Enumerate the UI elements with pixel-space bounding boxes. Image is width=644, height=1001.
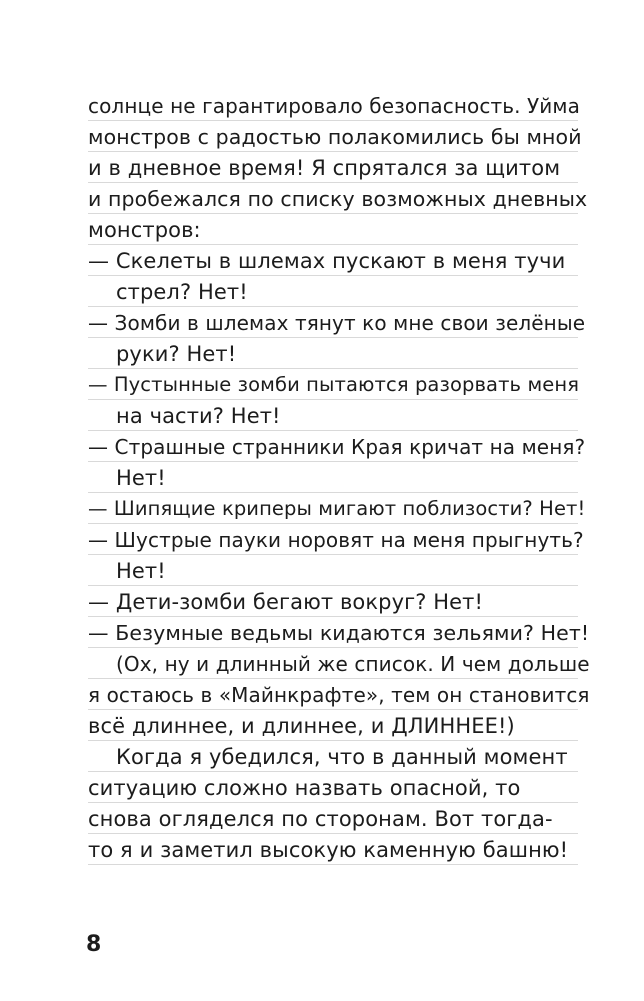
ruled-line <box>88 368 578 369</box>
ruled-line <box>88 120 578 121</box>
ruled-line <box>88 182 578 183</box>
paragraph-line: ситуацию сложно назвать опасной, то <box>88 776 521 800</box>
ruled-line <box>88 306 578 307</box>
ruled-line <box>88 616 578 617</box>
list-item: — Зомби в шлемах тянут ко мне свои зелёные <box>88 311 586 335</box>
ruled-line <box>88 151 578 152</box>
list-item: — Пустынные зомби пытаются разорвать меня <box>88 373 580 396</box>
ruled-line <box>88 244 578 245</box>
ruled-line <box>88 461 578 462</box>
ruled-line <box>88 275 578 276</box>
paragraph-line: я остаюсь в «Майнкрафте», тем он становится <box>88 683 590 707</box>
ruled-line <box>88 771 578 772</box>
paragraph-line: Когда я убедился, что в данный момент <box>116 745 568 769</box>
ruled-line <box>88 430 578 431</box>
ruled-line <box>88 213 578 214</box>
text-line: солнце не гарантировало безопасность. Уйма <box>88 94 580 118</box>
list-item-continuation: Нет! <box>116 559 166 583</box>
ruled-line <box>88 647 578 648</box>
list-item: — Дети-зомби бегают вокруг? Нет! <box>88 590 484 614</box>
list-item: — Скелеты в шлемах пускают в меня тучи <box>88 249 566 273</box>
text-line: монстров с радостью полакомились бы мной <box>88 125 582 149</box>
ruled-line <box>88 678 578 679</box>
ruled-line <box>88 802 578 803</box>
ruled-line <box>88 523 578 524</box>
list-item-continuation: на части? Нет! <box>116 404 281 428</box>
ruled-line <box>88 585 578 586</box>
list-item-continuation: руки? Нет! <box>116 342 237 366</box>
list-item: — Шустрые пауки норовят на меня прыгнуть? <box>88 528 584 552</box>
ruled-line <box>88 709 578 710</box>
page-number: 8 <box>86 932 102 957</box>
list-item: — Безумные ведьмы кидаются зельями? Нет! <box>88 621 590 645</box>
ruled-line <box>88 864 578 865</box>
ruled-line <box>88 399 578 400</box>
text-line: монстров: <box>88 218 201 242</box>
list-item-continuation: стрел? Нет! <box>116 280 248 304</box>
ruled-line <box>88 740 578 741</box>
list-item: — Шипящие криперы мигают поблизости? Нет! <box>88 497 586 520</box>
list-item-continuation: Нет! <box>116 466 166 490</box>
list-item: — Страшные странники Края кричат на меня? <box>88 435 586 459</box>
text-line: и в дневное время! Я спрятался за щитом <box>88 156 561 180</box>
ruled-line <box>88 554 578 555</box>
text-line: и пробежался по списку возможных дневных <box>88 187 588 211</box>
ruled-line <box>88 492 578 493</box>
ruled-line <box>88 833 578 834</box>
paragraph-line: то я и заметил высокую каменную башню! <box>88 838 569 862</box>
ruled-line <box>88 337 578 338</box>
paragraph-line: всё длиннее, и длиннее, и ДЛИННЕЕ!) <box>88 714 515 738</box>
paragraph-line: (Ох, ну и длинный же список. И чем дольше <box>116 652 590 676</box>
paragraph-line: снова огляделся по сторонам. Вот тогда- <box>88 807 553 831</box>
